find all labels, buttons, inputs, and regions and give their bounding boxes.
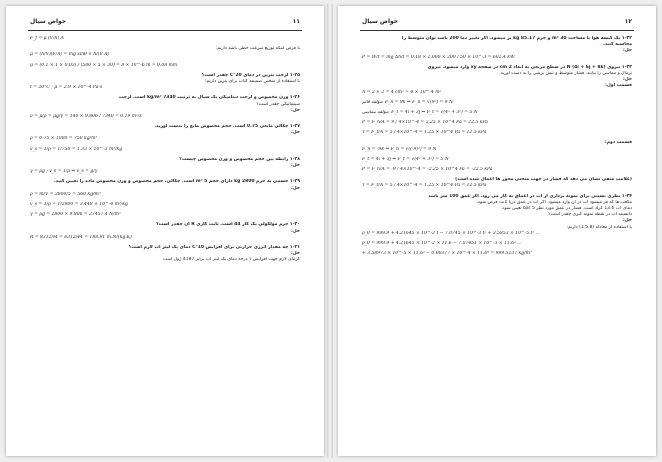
equation-line: ρ_0 = 999.9 + 4.21645 × 10^-2 t − 7.0745 × 10^-3 t² + 3.5853 × 10^-5 t³ ... xyxy=(362,230,540,236)
text-line: ۱-۲۹ جسمی به جرم 2800 kg دارای حجم 5 m³ است. چگالی، حجم مخصوص و وزن مخصوص ماده را تعیین کنید. xyxy=(53,179,300,185)
text-line: حل: xyxy=(290,130,300,136)
text-line: با استفاده از منحنی ضمیمه کتاب برای بنزین داریم: xyxy=(204,78,300,84)
equation-line: τ = F_t/A = 5 / 4×10^-4 = 1.25 × 10^4 Pa = 12.5 kPa xyxy=(362,130,487,136)
equation-line: ρ_0 = 999.9 + 4.21645 × 10^-2 × 11.6 − 7.07451 × 10^-3 × 11.6² ... xyxy=(362,240,522,246)
text-line: ۱-۲۶ وزن مخصوص و لزجت دینامیکی یک سیال به ترتیب 7340 kg/m³ است. لزجت xyxy=(118,95,300,101)
equation-line: v_s = 1/ρ = 1/750 = 1.33 × 10^-3 m³/kg xyxy=(30,146,123,152)
equation-line: γ = ρg ; v_s = 1/ρ ⇒ v_s = g/γ xyxy=(30,169,98,175)
text-line: محاسبه کنید. xyxy=(603,42,632,48)
text-line: حل: xyxy=(290,228,300,234)
equation-line: + 3.58973 × 10^-5 × 11.6³ − 0.00377 × 10^-4 × 11.6⁴ = 999.5237 kg/m³ xyxy=(362,251,532,257)
equation-line: t = 20°C ; μ = 2.9 × 10^-4 Pa·s xyxy=(30,85,103,91)
text-line: حل: xyxy=(622,218,632,224)
text-line: ۱-۲۷ چگالی مایعی 0.75 است. حجم مخصوص مایع را بدست آورید. xyxy=(154,124,300,130)
equation-line: ρ = m/V = 2800/5 = 560 kg/m³ xyxy=(30,191,101,197)
text-line: حل: xyxy=(290,251,300,257)
text-line: ۱-۳۴ بطری بستنی برای نمونه برداری از آب در اعماق به کار می رود. اگر عمق 100 متر باشد xyxy=(428,193,632,199)
text-line: ۱-۳۱ چه مقدار انرژی حرارتی برای افزایش 10°C دمای یک لیتر آب لازم است؟ xyxy=(128,244,300,250)
equation-line: γ = ρg = 2800 × 9.806 = 27457.4 N/m³ xyxy=(30,212,121,218)
equation-line: τ = F_t/A = 5 / 4×10^-4 = 1.25 × 10^4 Pa = 12.5 kPa xyxy=(362,183,487,189)
left-page-body xyxy=(30,36,300,446)
right-page-header xyxy=(360,18,634,31)
text-line: حل: xyxy=(622,77,632,83)
text-line: ۱-۳۰ جرم مولکولی یک گاز 44 است. ثابت گازی R آن چقدر است؟ xyxy=(156,222,300,228)
right-page-number: ۱۲ xyxy=(624,18,632,25)
text-line: ۱-۳۲ یک کیسه هوا با مساحت 30 m² و جرم 85.17 kg پر میشود. اگر تغییر دما 200 باشد توان متوسط را xyxy=(401,36,632,41)
equation-line: مؤلفه قائم: F_n = 9k ⇒ F_n = √(9²) = 9 N xyxy=(362,99,453,105)
text-line: ۱-۲۵ لزجت بنزین در دمای 20°C چقدر است؟ xyxy=(201,72,300,78)
text-line: قسمت اول: xyxy=(605,83,632,89)
text-line: مکعب ها که فر میشود آب در آن وارد میشود. اگر آب در عمق دریا ثابت فرض شود، xyxy=(476,199,632,205)
right-page-body xyxy=(362,36,632,446)
equation-line: μ = (h/V)(F/A) = mg sinθ × h/(V A) xyxy=(30,52,110,58)
text-line: حل: xyxy=(290,163,300,168)
text-line: (علامت منفی نشان می دهد که فشار در جهت منحنی محور ها اعمال شده است) xyxy=(455,177,632,183)
equation-line: F_t = 4i + 3j ⇒ F_t = √(4² + 3²) = 5 N xyxy=(362,156,449,162)
text-line: حل: xyxy=(290,185,300,191)
text-line: ۱-۳۳ نیروی (4i + 6j + 8k) N در سطح مربعی به ابعاد 2 cm در صفحه xy وارد میشود. نیروی xyxy=(427,64,632,70)
left-page-header xyxy=(28,18,302,31)
right-page xyxy=(338,6,656,456)
text-line: دانسیته آب در نقطه نمونه گیری چقدر است؟ xyxy=(548,212,632,218)
equation-line: P = F_n/A = -9 / 4×10^-4 = -2.25 × 10^4 Pa = -22.5 kPa xyxy=(362,167,493,172)
text-line: نرمال و مماسی را بیابید. فشار متوسط و تنش برشی را به دست آورید. xyxy=(499,70,632,76)
equation-line: P = F_n/A = 9 / 4×10^-4 = 2.25 × 10^4 Pa = 22.5 kPa xyxy=(362,120,488,126)
left-running-title: خواص سیال xyxy=(30,18,67,25)
equation-line: F_n = -9k ⇒ F_n = √((-9)²) = 9 N xyxy=(362,146,437,152)
book-spine xyxy=(327,4,333,458)
text-line: قسمت دوم: xyxy=(604,140,632,146)
equation-line: ν = μ/ρ = μg/γ = 140 × 9.806 / 7340 = 0.19 m²/s xyxy=(30,113,142,119)
text-line: گرمای لازم جهت افزایش ۱ درجه دمای یک لیتر آب برابر 4187 ژول است xyxy=(162,257,300,263)
equation-line: R = 8312/M = 8312/44 = 188.91 m.N/(kg.K) xyxy=(30,234,132,240)
left-page xyxy=(6,6,324,456)
equation-line: مؤلفه مماسی: F_t = 4i + 3j ⇒ F_t = √(4² + 3²) = 5 N xyxy=(362,109,478,115)
text-line: دمای آب 13.6 گراد است. فشار در عمق مورد نظر 5 bar تعیین شود. xyxy=(501,205,632,211)
right-running-title: خواص سیال xyxy=(362,18,399,25)
equation-line: A = 2 × 2 = 4 cm² = 4 × 10^-4 m² xyxy=(362,89,442,95)
left-page-number: ۱۱ xyxy=(292,18,300,25)
equation-line: ρ = 0.75 × 1000 = 750 kg/m³ xyxy=(30,136,98,142)
text-line: با استفاده از معادله (1.5.8) داریم: xyxy=(566,224,632,230)
text-line: سینماتیکی چقدر است؟ xyxy=(256,101,300,107)
equation-line: μ = (0.1 × 1 × 0.03) / (500 × 5 × 30) = 8 × 10^-6 m = 0.08 mm xyxy=(30,62,178,68)
text-line: حل: xyxy=(290,107,300,113)
text-line: ۱-۲۸ رابطه بین حجم مخصوص و وزن مخصوص چیست؟ xyxy=(179,156,300,162)
text-line: با فرض اینکه توزیع سرعت خطی باشد داریم: xyxy=(215,46,300,52)
equation-line: P = W/t = mg Δh/t = 0.18 × 1.000 × 200 / 50 × 10^-3 = 602.4 kW xyxy=(362,54,515,60)
text-line: حل: xyxy=(622,48,632,54)
equation-line: F_f = μ (V/h) A xyxy=(30,36,64,41)
equation-line: v_s = 1/ρ = 1/2800 = 3.448 × 10^-4 m³/kg xyxy=(30,201,128,207)
